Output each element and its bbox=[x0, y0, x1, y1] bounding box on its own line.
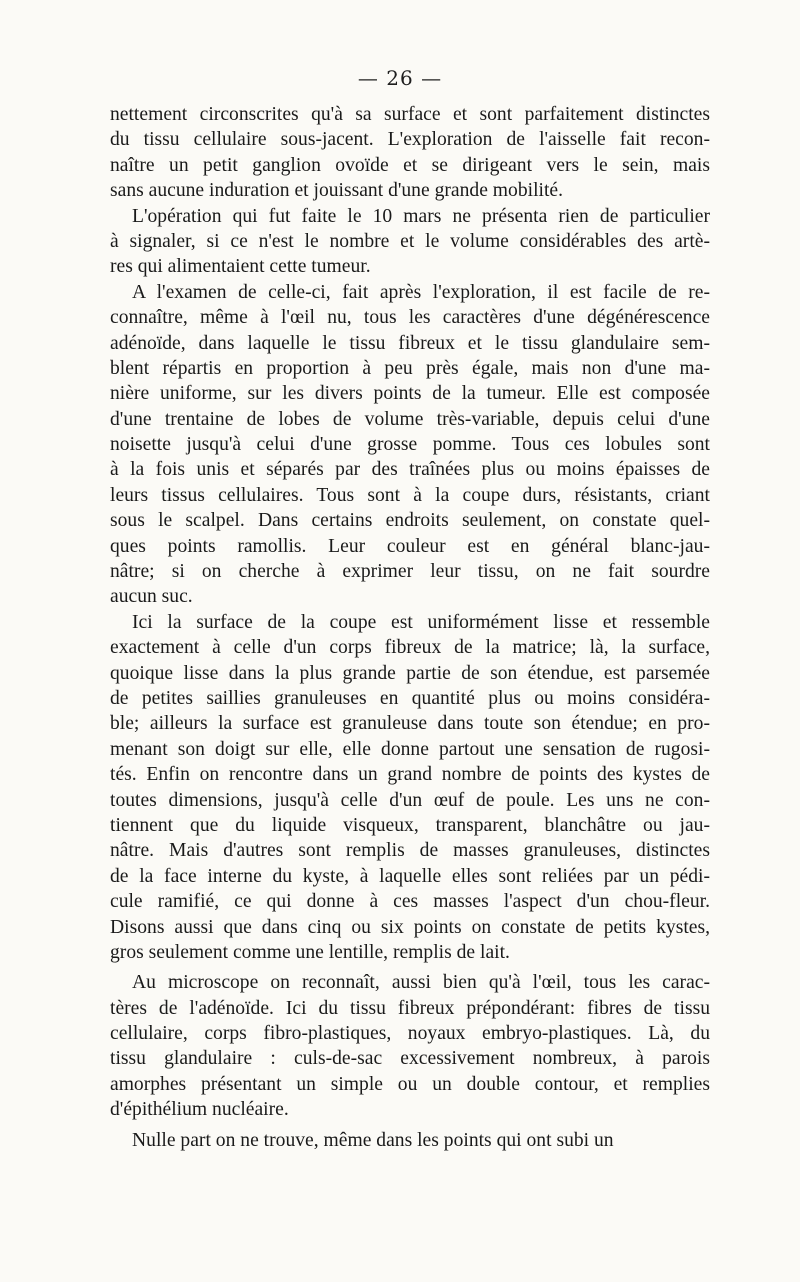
text-line: tés. Enfin on rencontre dans un grand nombre de points des kystes de bbox=[110, 764, 710, 786]
text-line: blent répartis en proportion à peu près égale, mais non d'une ma- bbox=[110, 357, 710, 379]
text-line: Au microscope on reconnaît, aussi bien qu'à l'œil, tous les carac- bbox=[132, 972, 710, 994]
text-line: L'opération qui fut faite le 10 mars ne présenta rien de particulier bbox=[132, 205, 710, 227]
text-line: tissu glandulaire : culs-de-sac excessivement nombreux, à parois bbox=[110, 1048, 710, 1070]
text-line: de la face interne du kyste, à laquelle elles sont reliées par un pédi- bbox=[110, 865, 710, 887]
text-line: d'une trentaine de lobes de volume très-variable, depuis celui d'une bbox=[110, 408, 710, 430]
text-line: exactement à celle d'un corps fibreux de la matrice; là, la surface, bbox=[110, 637, 710, 659]
text-line: à la fois unis et séparés par des traînées plus ou moins épaisses de bbox=[110, 459, 710, 481]
text-line: nâtre. Mais d'autres sont remplis de masses granuleuses, distinctes bbox=[110, 840, 710, 862]
body-text bbox=[110, 102, 710, 1153]
text-line: noisette jusqu'à celui d'une grosse pomme. Tous ces lobules sont bbox=[110, 434, 710, 456]
text-line: menant son doigt sur elle, elle donne partout une sensation de rugosi- bbox=[110, 738, 710, 760]
text-line: gros seulement comme une lentille, remplis de lait. bbox=[110, 941, 510, 963]
paragraph bbox=[110, 280, 710, 610]
text-line: Nulle part on ne trouve, même dans les points qui ont subi un bbox=[132, 1129, 614, 1151]
text-line: tères de l'adénoïde. Ici du tissu fibreux prépondérant: fibres de tissu bbox=[110, 997, 710, 1019]
text-line: sans aucune induration et jouissant d'une grande mobilité. bbox=[110, 180, 563, 202]
text-line: ques points ramollis. Leur couleur est en général blanc-jau- bbox=[110, 535, 710, 557]
text-line: de petites saillies granuleuses en quantité plus ou moins considéra- bbox=[110, 687, 710, 709]
text-line: nâtre; si on cherche à exprimer leur tissu, on ne fait sourdre bbox=[110, 561, 710, 583]
text-line: aucun suc. bbox=[110, 586, 193, 608]
text-line: nière uniforme, sur les divers points de la tumeur. Elle est composée bbox=[110, 383, 710, 405]
paragraph bbox=[110, 204, 710, 280]
text-line: d'épithélium nucléaire. bbox=[110, 1099, 289, 1121]
text-line: cule ramifié, ce qui donne à ces masses l'aspect d'un chou-fleur. bbox=[110, 891, 710, 913]
page-number: — 26 — bbox=[357, 66, 443, 90]
text-line: A l'examen de celle-ci, fait après l'exploration, il est facile de re- bbox=[132, 281, 710, 303]
text-line: res qui alimentaient cette tumeur. bbox=[110, 256, 371, 278]
text-line: connaître, même à l'œil nu, tous les caractères d'une dégénérescence bbox=[110, 307, 710, 329]
text-line: à signaler, si ce n'est le nombre et le volume considérables des artè- bbox=[110, 230, 710, 252]
text-line: nettement circonscrites qu'à sa surface et sont parfaitement distinctes bbox=[110, 104, 710, 125]
text-line: toutes dimensions, jusqu'à celle d'un œuf de poule. Les uns ne con- bbox=[110, 789, 710, 811]
text-line: ble; ailleurs la surface est granuleuse dans toute son étendue; en pro- bbox=[110, 713, 710, 735]
text-line: naître un petit ganglion ovoïde et se dirigeant vers le sein, mais bbox=[110, 154, 710, 176]
text-line: sous le scalpel. Dans certains endroits seulement, on constate quel- bbox=[110, 510, 710, 532]
text-line: du tissu cellulaire sous-jacent. L'exploration de l'aisselle fait recon- bbox=[110, 129, 710, 151]
text-line: Ici la surface de la coupe est uniformément lisse et ressemble bbox=[132, 611, 710, 633]
paragraph bbox=[110, 1128, 710, 1153]
text-line: tiennent que du liquide visqueux, transparent, blanchâtre ou jau- bbox=[110, 814, 710, 836]
paragraph bbox=[110, 970, 710, 1122]
text-line: leurs tissus cellulaires. Tous sont à la coupe durs, résistants, criant bbox=[110, 484, 710, 506]
paragraph bbox=[110, 610, 710, 965]
text-line: amorphes présentant un simple ou un double contour, et remplies bbox=[110, 1073, 710, 1095]
text-line: quoique lisse dans la plus grande partie de son étendue, est parsemée bbox=[110, 662, 710, 684]
text-line: Disons aussi que dans cinq ou six points on constate de petits kystes, bbox=[110, 916, 710, 938]
text-line: adénoïde, dans laquelle le tissu fibreux et le tissu glandulaire sem- bbox=[110, 332, 710, 354]
text-line: cellulaire, corps fibro-plastiques, noyaux embryo-plastiques. Là, du bbox=[110, 1023, 710, 1045]
paragraph bbox=[110, 102, 710, 204]
